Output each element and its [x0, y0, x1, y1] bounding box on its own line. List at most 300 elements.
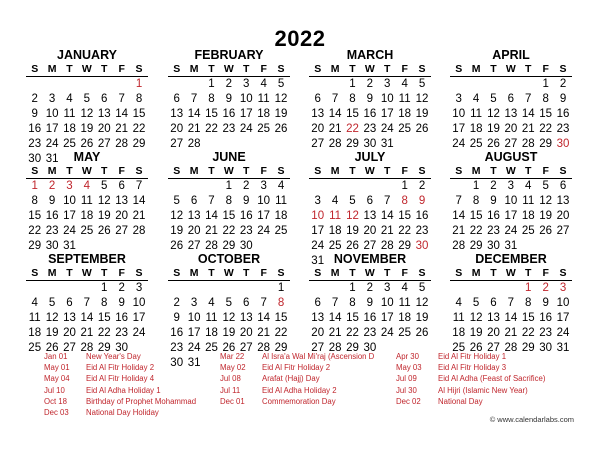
day-cell: 26: [487, 138, 500, 150]
weekday-label: W: [364, 63, 375, 75]
holiday-date: Dec 01: [220, 396, 245, 406]
day-cell: 2: [118, 282, 125, 294]
day-cell: 31: [504, 240, 518, 252]
day-cell: 10: [380, 93, 394, 105]
day-cell: 27: [187, 240, 201, 252]
day-cell: 19: [170, 225, 184, 237]
holiday-date: May 03: [396, 363, 422, 373]
day-cell: 20: [556, 210, 570, 222]
day-cell: 23: [115, 327, 129, 339]
day-cell: 6: [490, 297, 497, 309]
weekday-label: S: [559, 63, 567, 75]
holiday-name: Al Isra'a Wal Mi'raj (Ascension D: [262, 352, 375, 361]
day-cell: 8: [208, 93, 215, 105]
day-cell: 1: [525, 282, 532, 294]
day-cell: 30: [115, 342, 129, 354]
day-cell: 16: [222, 108, 236, 120]
holiday-entry: [44, 407, 196, 418]
weekday-label: T: [208, 63, 215, 75]
day-cell: 20: [504, 123, 518, 135]
day-cell: 13: [187, 210, 201, 222]
day-cell: 2: [48, 180, 56, 192]
weekday-label: M: [189, 63, 199, 75]
weekday-label: T: [349, 267, 356, 279]
day-cell: 29: [469, 240, 483, 252]
day-cell: 21: [380, 225, 394, 237]
day-cell: 1: [208, 78, 215, 90]
empty-cell: [185, 281, 202, 296]
day-cell: 27: [363, 240, 377, 252]
day-cell: 8: [135, 93, 143, 105]
weekday-header: [168, 63, 290, 77]
holiday-name: Eid Al Adha Holiday 2: [262, 385, 337, 395]
holiday-date: Jul 30: [396, 385, 417, 395]
weekday-label: W: [364, 165, 375, 177]
day-cell: 15: [97, 312, 111, 324]
day-cell: 6: [118, 180, 125, 192]
day-cell: 4: [401, 78, 408, 90]
day-cell: 29: [222, 240, 236, 252]
weekday-label: W: [364, 267, 375, 279]
weekday-label: T: [525, 267, 532, 279]
weekday-label: S: [173, 165, 181, 177]
day-cell: 7: [455, 195, 462, 207]
day-cell: 23: [239, 225, 253, 237]
weekday-header: [168, 165, 290, 179]
day-cell: 28: [328, 342, 342, 354]
day-cell: 27: [170, 138, 184, 150]
day-cell: 10: [239, 93, 253, 105]
weekday-label: S: [418, 165, 426, 177]
day-cell: 17: [63, 210, 76, 222]
day-cell: 24: [380, 123, 394, 135]
day-cell: 11: [522, 195, 535, 207]
day-cell: 14: [205, 210, 218, 222]
day-cell: 31: [45, 153, 59, 165]
day-cell: 14: [132, 195, 146, 207]
holiday-name: Eid Al Adha Holiday 1: [86, 385, 161, 395]
day-cell: 17: [504, 210, 518, 222]
day-cell: 4: [401, 282, 408, 294]
weekday-label: W: [81, 165, 92, 177]
weekday-label: F: [260, 63, 267, 75]
day-cell: 30: [539, 342, 553, 354]
day-cell: 24: [45, 138, 59, 150]
day-cell: 9: [366, 297, 374, 309]
day-cell: 16: [415, 210, 429, 222]
month-name: SEPTEMBER: [48, 252, 126, 266]
empty-cell: [326, 179, 343, 194]
empty-cell: [185, 77, 202, 92]
day-cell: 7: [83, 297, 91, 309]
day-cell: 5: [542, 180, 549, 192]
day-cell: 14: [328, 108, 342, 120]
day-cell: 10: [452, 108, 466, 120]
day-cell: 17: [187, 327, 201, 339]
day-cell: 27: [311, 342, 325, 354]
empty-cell: [450, 281, 467, 296]
day-cell: 6: [507, 93, 515, 105]
day-cell: 19: [415, 108, 429, 120]
day-cell: 25: [469, 138, 483, 150]
day-cell: 4: [31, 297, 38, 309]
day-cell: 17: [239, 108, 253, 120]
day-cell: 18: [63, 123, 76, 135]
day-cell: 10: [504, 195, 518, 207]
day-cell: 11: [205, 312, 218, 324]
day-cell: 19: [222, 327, 236, 339]
year-title: 2022: [274, 26, 326, 51]
day-cell: 8: [349, 93, 356, 105]
day-cell: 20: [115, 210, 129, 222]
weekday-label: S: [173, 267, 181, 279]
day-cell: 23: [487, 225, 500, 237]
weekday-label: W: [505, 63, 516, 75]
weekday-label: S: [277, 267, 285, 279]
day-cell: 15: [28, 210, 42, 222]
day-cell: 20: [187, 225, 201, 237]
day-cell: 3: [135, 282, 143, 294]
weekday-label: S: [559, 165, 567, 177]
holiday-name: Eid Al Fitr Holiday 3: [438, 363, 507, 373]
day-cell: 21: [328, 327, 342, 339]
holiday-column: [396, 351, 545, 407]
day-cell: 10: [311, 210, 325, 222]
day-cell: 14: [452, 210, 466, 222]
day-cell: 30: [415, 240, 429, 252]
day-cell: 6: [559, 180, 567, 192]
empty-cell: [326, 77, 343, 92]
day-cell: 1: [225, 180, 233, 192]
holiday-entry: [220, 351, 374, 362]
month-february: [168, 48, 290, 152]
day-cell: 9: [173, 312, 180, 324]
day-cell: 19: [487, 123, 500, 135]
day-cell: 23: [556, 123, 570, 135]
day-cell: 26: [415, 123, 429, 135]
day-cell: 2: [490, 180, 497, 192]
weekday-label: W: [81, 267, 92, 279]
day-cell: 28: [187, 138, 201, 150]
weekday-label: F: [542, 63, 549, 75]
holiday-entry: [220, 373, 374, 384]
weekday-label: S: [314, 267, 322, 279]
month-name: MARCH: [346, 48, 394, 62]
day-cell: 13: [170, 108, 184, 120]
day-cell: 5: [101, 180, 108, 192]
day-cell: 26: [469, 342, 483, 354]
day-cell: 31: [380, 138, 394, 150]
day-cell: 14: [187, 108, 201, 120]
day-cell: 4: [277, 180, 285, 192]
empty-cell: [467, 281, 484, 296]
day-cell: 11: [329, 210, 342, 222]
day-cell: 29: [132, 138, 146, 150]
month-april: [450, 48, 572, 152]
weekday-label: M: [47, 63, 57, 75]
day-cell: 21: [132, 210, 146, 222]
empty-cell: [43, 281, 60, 296]
weekday-label: T: [243, 165, 250, 177]
day-cell: 13: [311, 312, 325, 324]
day-cell: 1: [542, 78, 549, 90]
day-cell: 22: [539, 123, 553, 135]
day-grid: [26, 281, 148, 356]
day-cell: 18: [398, 312, 412, 324]
day-cell: 17: [556, 312, 570, 324]
month-may: [26, 150, 148, 254]
day-cell: 25: [398, 123, 412, 135]
day-cell: 20: [311, 327, 325, 339]
day-cell: 28: [115, 138, 129, 150]
day-cell: 5: [277, 78, 285, 90]
day-cell: 29: [346, 138, 359, 150]
day-cell: 10: [187, 312, 201, 324]
weekday-label: F: [118, 267, 125, 279]
day-cell: 24: [132, 327, 146, 339]
weekday-label: S: [418, 63, 426, 75]
day-cell: 7: [384, 195, 391, 207]
weekday-label: S: [455, 165, 463, 177]
day-cell: 3: [260, 180, 267, 192]
day-cell: 25: [80, 225, 94, 237]
day-cell: 16: [239, 210, 253, 222]
day-cell: 25: [63, 138, 76, 150]
day-cell: 7: [135, 180, 143, 192]
day-cell: 9: [243, 195, 250, 207]
day-cell: 15: [132, 108, 146, 120]
day-cell: 18: [205, 327, 218, 339]
day-cell: 23: [170, 342, 184, 354]
day-cell: 22: [521, 327, 535, 339]
weekday-label: F: [118, 165, 125, 177]
weekday-label: M: [471, 63, 481, 75]
day-grid: [450, 179, 572, 254]
day-cell: 11: [257, 93, 270, 105]
day-cell: 29: [539, 138, 553, 150]
day-cell: 13: [363, 210, 377, 222]
holiday-name: Eid Al Fitr Holiday 2: [262, 363, 331, 373]
day-cell: 5: [48, 297, 56, 309]
day-cell: 6: [66, 297, 73, 309]
day-cell: 4: [208, 297, 215, 309]
month-september: [26, 252, 148, 356]
day-grid: [309, 281, 431, 356]
holiday-date: Jul 09: [396, 374, 417, 384]
empty-cell: [26, 281, 43, 296]
day-cell: 24: [239, 123, 253, 135]
day-cell: 20: [170, 123, 184, 135]
empty-cell: [96, 77, 113, 92]
day-cell: 10: [380, 297, 394, 309]
weekday-label: S: [135, 165, 143, 177]
weekday-label: S: [559, 267, 567, 279]
weekday-header: [26, 165, 148, 179]
weekday-label: S: [418, 267, 426, 279]
day-cell: 11: [28, 312, 41, 324]
day-cell: 3: [48, 93, 56, 105]
day-cell: 24: [311, 240, 325, 252]
day-cell: 16: [363, 108, 377, 120]
holiday-column: [220, 351, 374, 407]
day-cell: 31: [63, 240, 76, 252]
day-cell: 12: [170, 210, 184, 222]
day-cell: 21: [115, 123, 129, 135]
day-cell: 23: [363, 123, 377, 135]
day-cell: 3: [507, 180, 515, 192]
day-cell: 22: [28, 225, 42, 237]
empty-cell: [43, 77, 60, 92]
holiday-date: Jul 08: [220, 374, 241, 384]
day-cell: 14: [80, 312, 94, 324]
day-grid: [168, 77, 290, 152]
holiday-entry: [220, 385, 374, 396]
day-cell: 28: [328, 138, 342, 150]
day-cell: 11: [398, 93, 411, 105]
weekday-label: M: [189, 267, 199, 279]
day-cell: 19: [346, 225, 359, 237]
weekday-label: T: [525, 63, 532, 75]
empty-cell: [309, 281, 326, 296]
day-cell: 17: [380, 108, 394, 120]
day-cell: 20: [487, 327, 500, 339]
day-cell: 15: [539, 108, 553, 120]
day-cell: 4: [260, 78, 267, 90]
day-cell: 10: [63, 195, 76, 207]
day-cell: 8: [225, 195, 233, 207]
day-cell: 28: [452, 240, 466, 252]
empty-cell: [485, 77, 502, 92]
day-cell: 6: [314, 297, 321, 309]
day-cell: 3: [384, 282, 391, 294]
holiday-date: Oct 18: [44, 396, 67, 406]
day-cell: 13: [115, 195, 129, 207]
day-cell: 16: [487, 210, 500, 222]
day-cell: 18: [398, 108, 412, 120]
day-cell: 1: [31, 180, 38, 192]
day-cell: 29: [28, 240, 42, 252]
day-cell: 18: [452, 327, 466, 339]
empty-cell: [450, 77, 467, 92]
day-cell: 15: [274, 312, 288, 324]
day-cell: 8: [349, 297, 356, 309]
month-march: [309, 48, 431, 152]
empty-cell: [485, 281, 502, 296]
day-cell: 13: [556, 195, 570, 207]
weekday-header: [450, 63, 572, 77]
day-cell: 21: [521, 123, 535, 135]
weekday-header: [26, 63, 148, 77]
holiday-name: Eid Al Fitr Holiday 1: [438, 352, 507, 361]
weekday-label: W: [223, 267, 234, 279]
day-cell: 25: [28, 342, 42, 354]
weekday-label: S: [455, 267, 463, 279]
day-cell: 2: [173, 297, 180, 309]
day-cell: 6: [314, 93, 321, 105]
day-cell: 30: [363, 342, 377, 354]
day-cell: 15: [346, 108, 359, 120]
weekday-label: S: [135, 267, 143, 279]
empty-cell: [185, 179, 202, 194]
day-cell: 7: [331, 297, 339, 309]
day-cell: 27: [115, 225, 129, 237]
day-cell: 26: [80, 138, 94, 150]
day-cell: 20: [363, 225, 377, 237]
weekday-header: [309, 267, 431, 281]
day-cell: 26: [170, 240, 184, 252]
day-cell: 12: [469, 312, 483, 324]
holiday-name: Eid Al Fitr Holiday 2: [86, 363, 155, 373]
day-cell: 29: [346, 342, 359, 354]
empty-cell: [61, 281, 78, 296]
month-name: MAY: [73, 150, 101, 164]
day-cell: 21: [257, 327, 271, 339]
month-name: JULY: [354, 150, 386, 164]
holiday-name: Al Hijri (Islamic New Year): [438, 385, 528, 395]
weekday-label: T: [384, 63, 391, 75]
day-cell: 12: [45, 312, 59, 324]
day-cell: 19: [469, 327, 483, 339]
weekday-label: W: [223, 63, 234, 75]
day-grid: [309, 77, 431, 152]
day-cell: 15: [205, 108, 218, 120]
day-cell: 3: [384, 78, 391, 90]
day-cell: 12: [274, 93, 288, 105]
weekday-label: S: [31, 267, 39, 279]
day-cell: 14: [257, 312, 271, 324]
day-cell: 3: [190, 297, 198, 309]
day-cell: 24: [452, 138, 466, 150]
day-cell: 20: [97, 123, 111, 135]
day-cell: 16: [556, 108, 570, 120]
weekday-label: T: [525, 165, 532, 177]
day-cell: 4: [83, 180, 91, 192]
day-cell: 10: [45, 108, 59, 120]
day-cell: 1: [101, 282, 108, 294]
holiday-date: Dec 02: [396, 396, 421, 406]
day-cell: 27: [556, 225, 570, 237]
weekday-label: T: [384, 165, 391, 177]
empty-cell: [168, 77, 185, 92]
empty-cell: [502, 77, 519, 92]
holiday-name: New Year's Day: [86, 352, 141, 361]
day-cell: 19: [45, 327, 59, 339]
month-name: NOVEMBER: [333, 252, 407, 266]
day-cell: 7: [331, 93, 339, 105]
day-cell: 3: [66, 180, 73, 192]
holiday-entry: [220, 362, 374, 373]
day-cell: 20: [239, 327, 253, 339]
day-cell: 15: [469, 210, 483, 222]
day-cell: 7: [525, 93, 532, 105]
day-cell: 5: [472, 297, 480, 309]
day-cell: 5: [173, 195, 180, 207]
month-name: DECEMBER: [475, 252, 547, 266]
day-cell: 16: [28, 123, 42, 135]
day-cell: 19: [415, 312, 429, 324]
day-cell: 3: [243, 78, 250, 90]
day-cell: 4: [525, 180, 532, 192]
day-cell: 12: [346, 210, 359, 222]
month-name: FEBRUARY: [194, 48, 264, 62]
day-cell: 19: [80, 123, 94, 135]
month-name: JUNE: [212, 150, 246, 164]
weekday-label: F: [401, 63, 408, 75]
month-name: APRIL: [492, 48, 530, 62]
empty-cell: [78, 281, 95, 296]
day-cell: 1: [401, 180, 408, 192]
day-cell: 22: [132, 123, 146, 135]
